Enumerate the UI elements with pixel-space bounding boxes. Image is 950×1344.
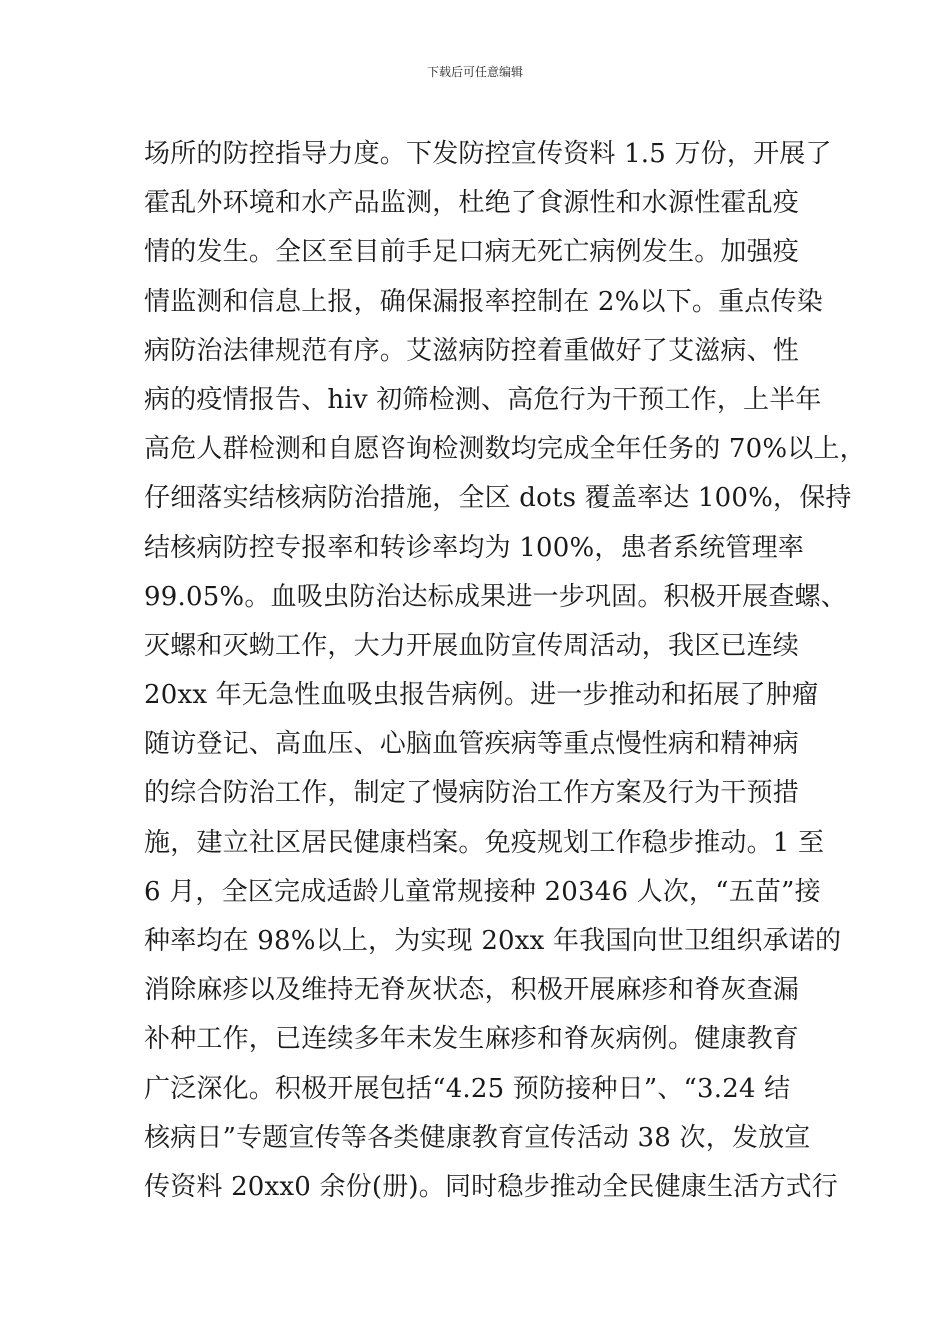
text-line: 消除麻疹以及维持无脊灰状态，积极开展麻疹和脊灰查漏: [144, 975, 800, 1006]
text-line: 情监测和信息上报，确保漏报率控制在 2%以下。重点传染: [144, 286, 823, 317]
text-line: 结核病防控专报率和转诊率均为 100%，患者系统管理率: [144, 532, 804, 563]
text-line: 情的发生。全区至目前手足口病无死亡病例发生。加强疫: [144, 237, 800, 268]
text-line: 霍乱外环境和水产品监测，杜绝了食源性和水源性霍乱疫: [144, 188, 800, 219]
text-line: 施，建立社区居民健康档案。免疫规划工作稳步推动。1 至: [144, 827, 825, 858]
text-line: 病防治法律规范有序。艾滋病防控着重做好了艾滋病、性: [144, 335, 800, 366]
text-line: 的综合防治工作，制定了慢病防治工作方案及行为干预措: [144, 778, 800, 809]
page-header: 下载后可任意编辑: [426, 65, 523, 79]
text-line: 99.05%。血吸虫防治达标成果进一步巩固。积极开展查螺、: [144, 581, 847, 612]
text-line: 种率均在 98%以上，为实现 20xx 年我国向世卫组织承诺的: [144, 926, 842, 956]
text-line: 随访登记、高血压、心脑血管疾病等重点慢性病和精神病: [144, 729, 800, 760]
text-line: 仔细落实结核病防治措施，全区 dots 覆盖率达 100%，保持: [144, 483, 852, 514]
text-line: 广泛深化。积极开展包括“4.25 预防接种日”、“3.24 结: [144, 1073, 791, 1104]
text-line: 场所的防控指导力度。下发防控宣传资料 1.5 万份，开展了: [144, 139, 832, 169]
text-line: 核病日”专题宣传等各类健康教育宣传活动 38 次，发放宣: [144, 1122, 811, 1153]
text-line: 6 月，全区完成适龄儿童常规接种 20346 人次，“五苗”接: [144, 876, 821, 907]
body-paragraph: [144, 130, 866, 1212]
text-line: 传资料 20xx0 余份(册)。同时稳步推动全民健康生活方式行: [144, 1171, 838, 1202]
text-line: 病的疫情报告、hiv 初筛检测、高危行为干预工作，上半年: [144, 384, 822, 415]
text-line: 补种工作，已连续多年未发生麻疹和脊灰病例。健康教育: [144, 1024, 800, 1055]
text-line: 20xx 年无急性血吸虫报告病例。进一步推动和拓展了肿瘤: [144, 680, 819, 711]
text-line: 灭螺和灭蚴工作，大力开展血防宣传周活动，我区已连续: [144, 630, 800, 661]
text-line: 高危人群检测和自愿咨询检测数均完成全年任务的 70%以上，: [144, 434, 866, 465]
